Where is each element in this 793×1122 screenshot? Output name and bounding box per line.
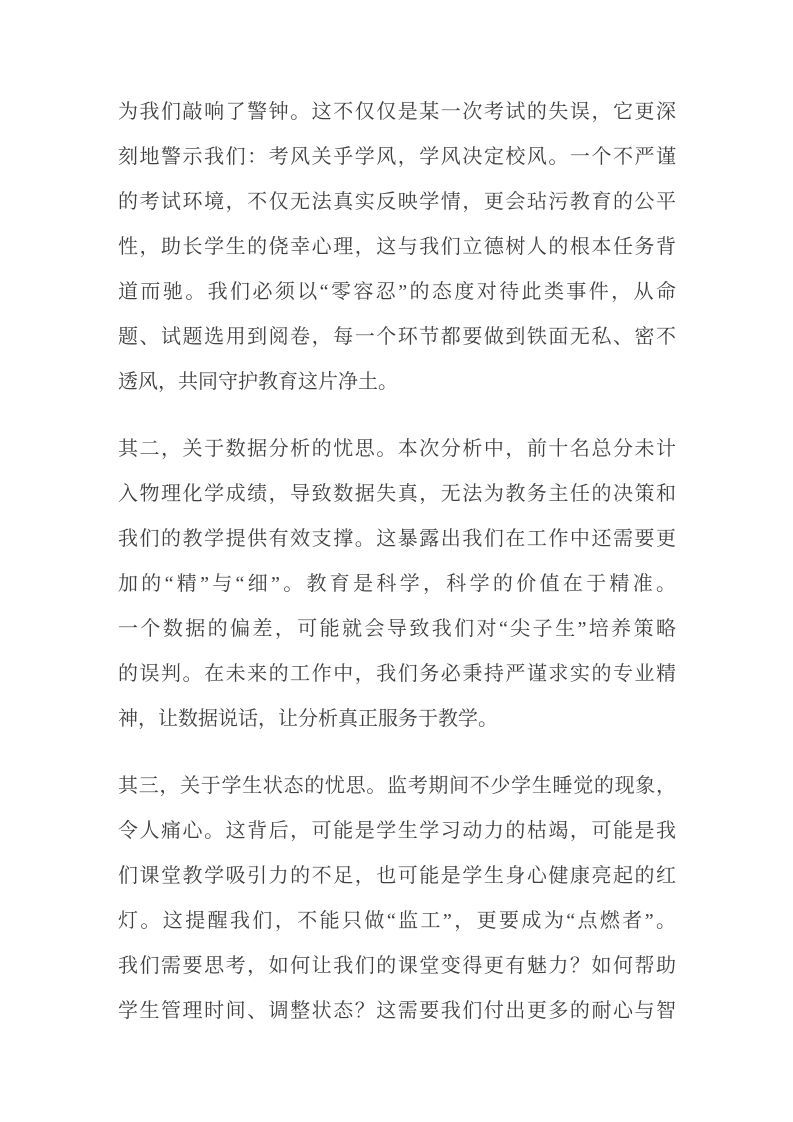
text-line: 我们需要思考，如何让我们的课堂变得更有魅力？如何帮助 — [118, 955, 676, 977]
text-line: 们课堂教学吸引力的不足，也可能是学生身心健康亮起的红 — [118, 865, 676, 887]
text-line: 的考试环境，不仅无法真实反映学情，更会玷污教育的公平 — [118, 191, 676, 213]
text-line: 我们的教学提供有效支撑。这暴露出我们在工作中还需要更 — [118, 528, 676, 550]
text-line: 令人痛心。这背后，可能是学生学习动力的枯竭，可能是我 — [118, 820, 676, 842]
paragraph-data-analysis — [118, 427, 676, 742]
text-line: 其三，关于学生状态的忧思。监考期间不少学生睡觉的现象， — [118, 775, 676, 797]
paragraph-exam-discipline — [118, 90, 676, 405]
text-line: 的误判。在未来的工作中，我们务必秉持严谨求实的专业精 — [118, 663, 676, 685]
text-line: 其二，关于数据分析的忧思。本次分析中，前十名总分未计 — [118, 438, 676, 460]
text-line: 刻地警示我们：考风关乎学风，学风决定校风。一个不严谨 — [118, 146, 676, 168]
text-line: 性，助长学生的侥幸心理，这与我们立德树人的根本任务背 — [118, 236, 676, 258]
text-line: 一个数据的偏差，可能就会导致我们对“尖子生”培养策略 — [118, 618, 676, 640]
text-line: 学生管理时间、调整状态？这需要我们付出更多的耐心与智 — [118, 1000, 676, 1022]
text-line: 加的“精”与“细”。教育是科学，科学的价值在于精准。 — [118, 573, 676, 595]
paragraph-student-state — [118, 764, 676, 1034]
text-line: 入物理化学成绩，导致数据失真，无法为教务主任的决策和 — [118, 483, 676, 505]
text-line: 灯。这提醒我们，不能只做“监工”，更要成为“点燃者”。 — [118, 910, 676, 932]
text-line: 题、试题选用到阅卷，每一个环节都要做到铁面无私、密不 — [118, 326, 676, 348]
text-line: 神，让数据说话，让分析真正服务于教学。 — [118, 708, 498, 730]
text-line: 透风，共同守护教育这片净土。 — [118, 371, 398, 393]
text-line: 为我们敲响了警钟。这不仅仅是某一次考试的失误，它更深 — [118, 101, 676, 123]
text-line: 道而驰。我们必须以“零容忍”的态度对待此类事件，从命 — [118, 281, 676, 303]
